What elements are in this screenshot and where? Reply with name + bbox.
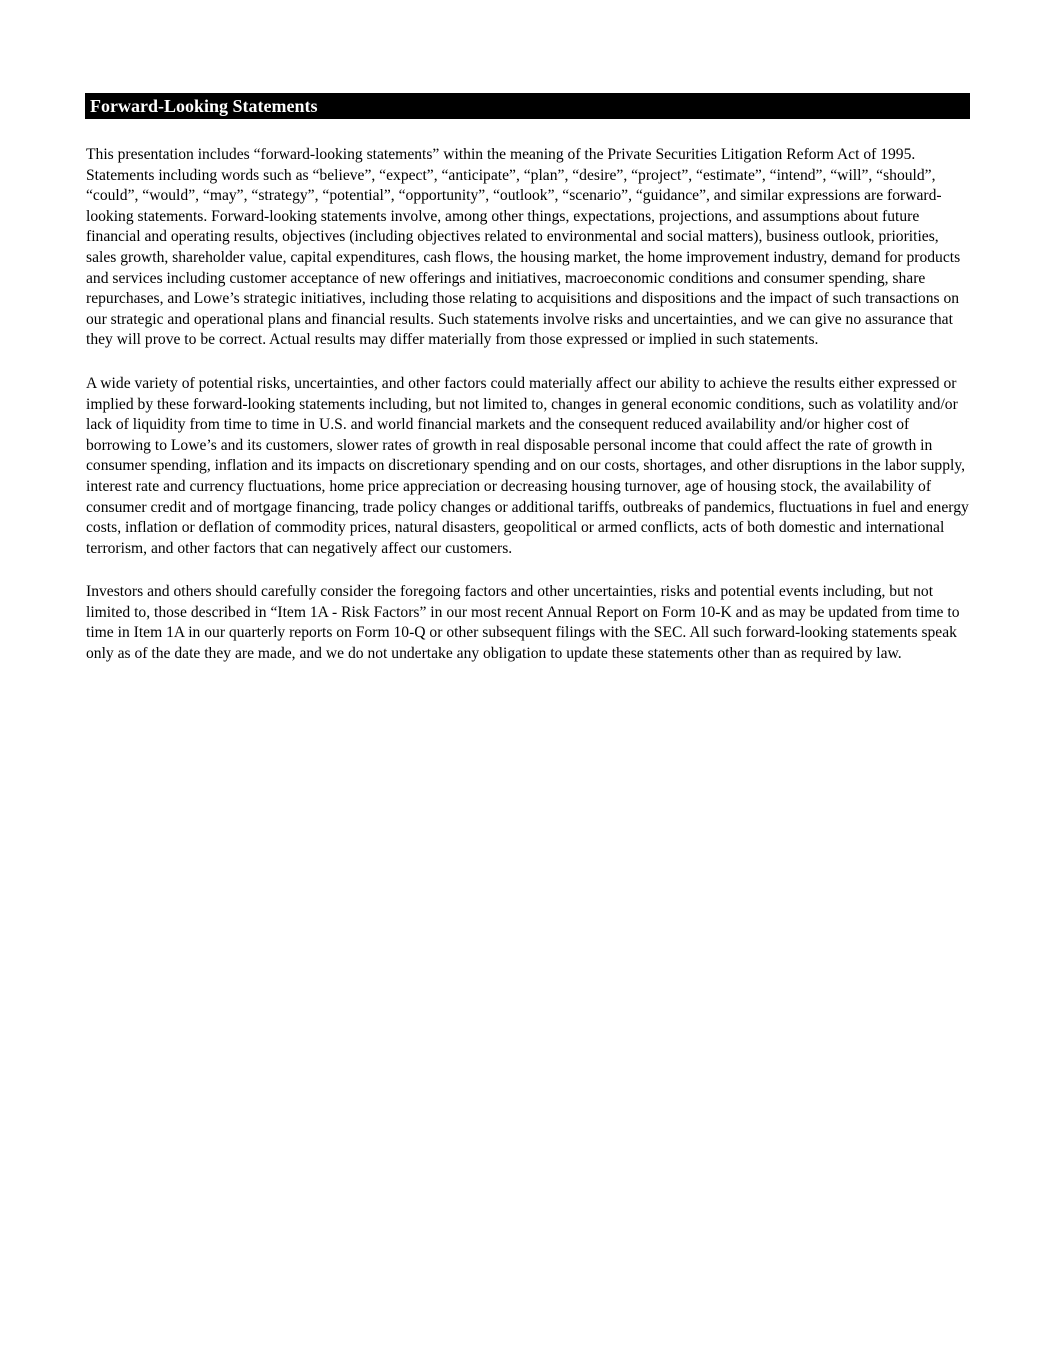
section-title: Forward-Looking Statements — [90, 96, 318, 116]
paragraph-investor-notice: Investors and others should carefully consider the foregoing factors and other uncertainties, risks and potential events including, but not limited to, those described in “Item 1A - Risk Factors” in our most recent Annual Report on Form 10-K and as may be updated from time to time in Item 1A in our quarterly reports on Form 10-Q or other subsequent filings with the SEC. All such forward-looking statements speak only as of the date they are made, and we do not undertake any obligation to update these statements other than as required by law. — [86, 583, 960, 663]
statement-body — [86, 145, 972, 688]
section-header-bar — [85, 93, 970, 119]
paragraph-risk-factors: A wide variety of potential risks, uncertainties, and other factors could materially affect our ability to achieve the results either expressed or implied by these forward-looking statements including, but not limited to, changes in general economic conditions, such as volatility and/or lack of liquidity from time to time in U.S. and world financial markets and the consequent reduced availability and/or higher cost of borrowing to Lowe’s and its customers, slower rates of growth in real disposable personal income that could affect the rate of growth in consumer spending, inflation and its impacts on discretionary spending and on our costs, shortages, and other disruptions in the labor supply, interest rate and currency fluctuations, home price appreciation or decreasing housing turnover, age of housing stock, the availability of consumer credit and of mortgage financing, trade policy changes or additional tariffs, outbreaks of pandemics, fluctuations in fuel and energy costs, inflation or deflation of commodity prices, natural disasters, geopolitical or armed conflicts, acts of both domestic and international terrorism, and other factors that can negatively affect our customers. — [86, 374, 969, 557]
paragraph-forward-looking-definition: This presentation includes “forward-looking statements” within the meaning of the Private Securities Litigation Reform Act of 1995. Statements including words such as “believe”, “expect”, “anticipate”, “plan”, “desire”, “project”, “estimate”, “intend”, “will”, “should”, “could”, “would”, “may”, “strategy”, “potential”, “opportunity”, “outlook”, “scenario”, “guidance”, and similar expressions are forward-looking statements. Forward-looking statements involve, among other things, expectations, projections, and assumptions about future financial and operating results, objectives (including objectives related to environmental and social matters), business outlook, priorities, sales growth, shareholder value, capital expenditures, cash flows, the housing market, the home improvement industry, demand for products and services including customer acceptance of new offerings and initiatives, macroeconomic conditions and consumer spending, share repurchases, and Lowe’s strategic initiatives, including those relating to acquisitions and dispositions and the impact of such transactions on our strategic and operational plans and financial results. Such statements involve risks and uncertainties, and we can give no assurance that they will prove to be correct. Actual results may differ materially from those expressed or implied in such statements. — [86, 146, 961, 349]
